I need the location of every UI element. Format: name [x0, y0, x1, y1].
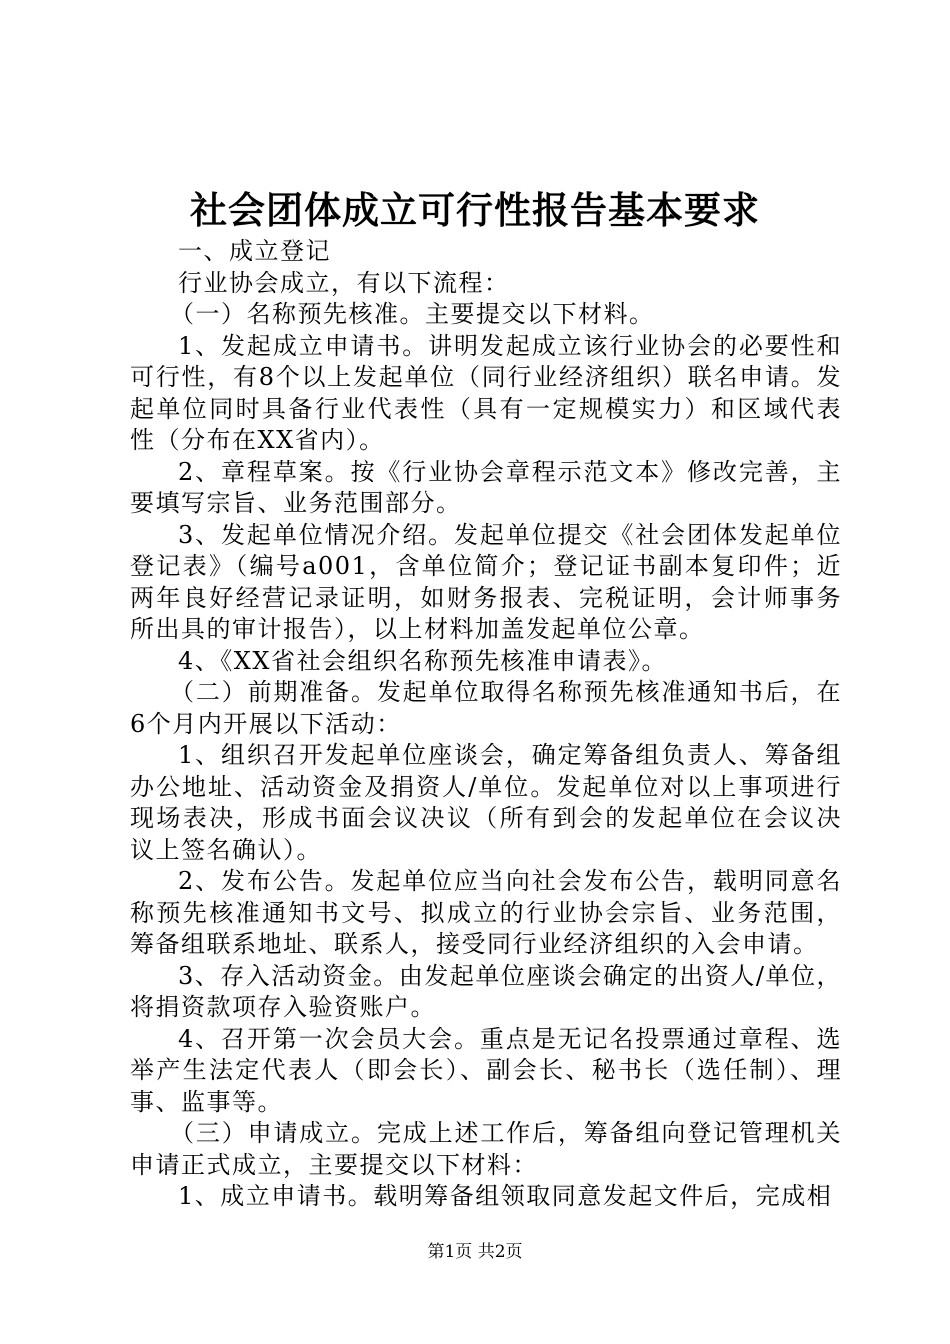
process-intro: 行业协会成立，有以下流程： [178, 268, 510, 297]
document-body [130, 236, 842, 1213]
paragraph-sponsor-info: 3、发起单位情况介绍。发起单位提交《社会团体发起单位登记表》（编号a001，含单位简介；登记证书副本复印件；近两年良好经营记录证明，如财务报表、完税证明，会计师事务所出具的审计报告），以上材料加盖发起单位公章。 [130, 520, 842, 643]
paragraph-application-letter: 1、发起成立申请书。讲明发起成立该行业协会的必要性和可行性，有8个以上发起单位（同行业经济组织）联名申请。发起单位同时具备行业代表性（具有一定规模实力）和区域代表性（分布在XX省内）。 [130, 331, 842, 454]
subsection-name-approval: （一）名称预先核准。主要提交以下材料。 [170, 300, 655, 328]
paragraph-funds-deposit: 3、存入活动资金。由发起单位座谈会确定的出资人/单位，将捐资款项存入验资账户。 [130, 961, 842, 1021]
subsection-preparation: （二）前期准备。发起单位取得名称预先核准通知书后，在6个月内开展以下活动： [130, 678, 842, 738]
paragraph-name-form: 4、《XX省社会组织名称预先核准申请表》。 [178, 646, 667, 675]
paragraph-charter-draft: 2、章程草案。按《行业协会章程示范文本》修改完善，主要填写宗旨、业务范围部分。 [130, 457, 842, 517]
subsection-apply-establishment: （三）申请成立。完成上述工作后，筹备组向登记管理机关申请正式成立，主要提交以下材料： [130, 1119, 842, 1179]
document-title: 社会团体成立可行性报告基本要求 [190, 188, 760, 232]
page-footer: 第1页 共2页 [427, 1242, 523, 1262]
paragraph-establishment-application: 1、成立申请书。载明筹备组领取同意发起文件后，完成相 [178, 1182, 833, 1210]
paragraph-announcement: 2、发布公告。发起单位应当向社会发布公告，载明同意名称预先核准通知书文号、拟成立的行业协会宗旨、业务范围，筹备组联系地址、联系人，接受同行业经济组织的入会申请。 [130, 867, 842, 958]
paragraph-first-assembly: 4、召开第一次会员大会。重点是无记名投票通过章程、选举产生法定代表人（即会长）、副会长、秘书长（选任制）、理事、监事等。 [130, 1024, 842, 1116]
section-heading-registration: 一、成立登记 [178, 237, 331, 265]
paragraph-symposium: 1、组织召开发起单位座谈会，确定筹备组负责人、筹备组办公地址、活动资金及捐资人/单位。发起单位对以上事项进行现场表决，形成书面会议决议（所有到会的发起单位在会议决议上签名确认）。 [130, 741, 842, 864]
